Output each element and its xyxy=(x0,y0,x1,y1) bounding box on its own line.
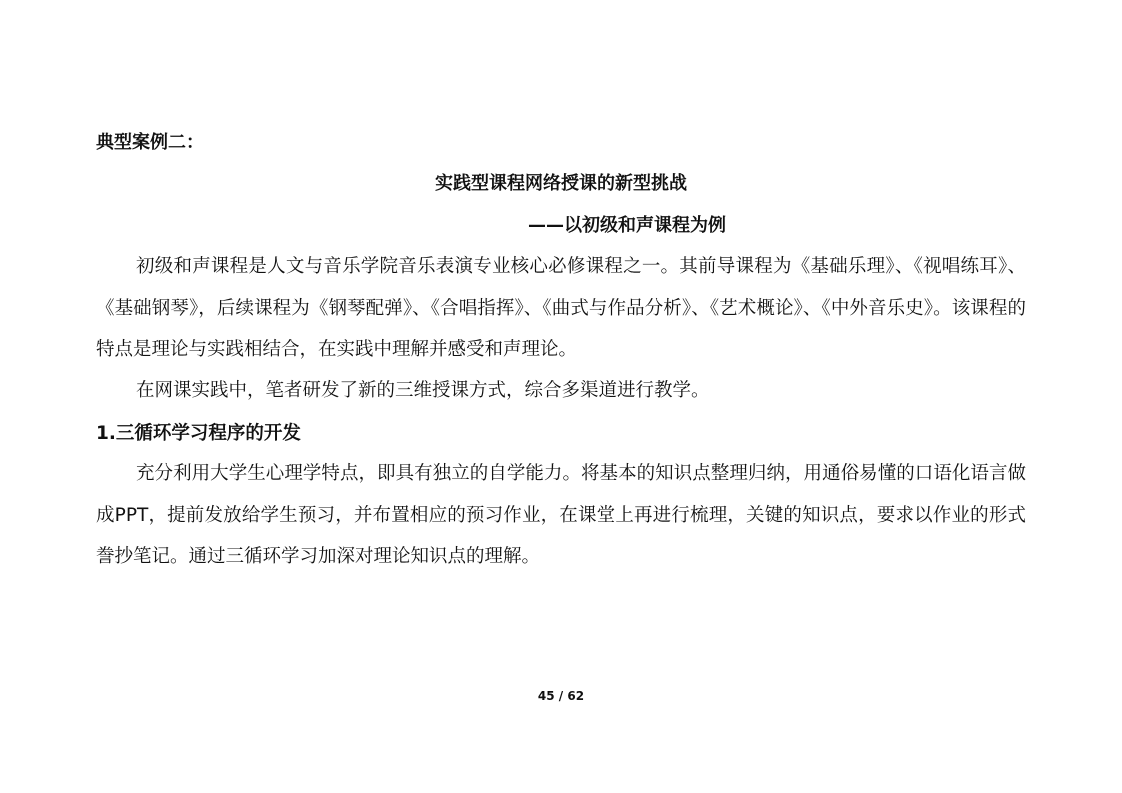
page-number: 45 / 62 xyxy=(537,689,585,703)
section-heading: 1.三循环学习程序的开发 xyxy=(96,423,301,444)
paragraph-teaching-method: 在网课实践中，笔者研发了新的三维授课方式，综合多渠道进行教学。 xyxy=(136,380,710,401)
paragraph-course-intro: 初级和声课程是人文与音乐学院音乐表演专业核心必修课程之一。其前导课程为《基础乐理》、《视唱练耳》、《基础钢琴》，后续课程为《钢琴配弹》、《合唱指挥》、《曲式与作品分析》、《艺术概论》、《中外音乐史》。该课程的特点是理论与实践相结合，在实践中理解并感受和声理论。 xyxy=(96,256,1026,360)
case-label: 典型案例二： xyxy=(96,132,204,153)
document-title: 实践型课程网络授课的新型挑战 xyxy=(435,173,687,194)
paragraph-three-cycle-learning: 充分利用大学生心理学特点，即具有独立的自学能力。将基本的知识点整理归纳，用通俗易懂的口语化语言做成PPT，提前发放给学生预习，并布置相应的预习作业，在课堂上再进行梳理，关键的知识点，要求以作业的形式誊抄笔记。通过三循环学习加深对理论知识点的理解。 xyxy=(96,463,1026,567)
document-subtitle: ——以初级和声课程为例 xyxy=(528,215,726,236)
